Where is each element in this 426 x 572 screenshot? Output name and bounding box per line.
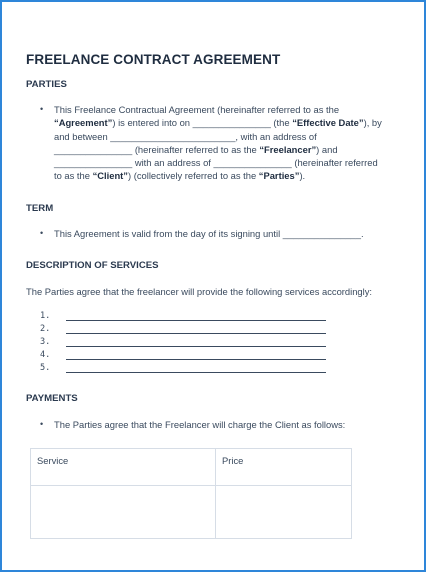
table-cell[interactable] bbox=[31, 485, 216, 538]
table-row bbox=[31, 485, 352, 538]
parties-text-5: ) (collectively referred to as the bbox=[128, 170, 259, 182]
freelancer-term: “Freelancer” bbox=[259, 143, 317, 155]
table-cell[interactable] bbox=[216, 485, 352, 538]
list-number: 2. bbox=[40, 324, 51, 335]
parties-text-3: ), by and between ________________________, with an address of _______________ (hereinafter referred to as the bbox=[54, 117, 382, 155]
blank-line bbox=[66, 364, 326, 373]
parties-text-2: ) is entered into on _______________ (the bbox=[112, 117, 293, 129]
agreement-term: “Agreement” bbox=[54, 117, 113, 129]
blank-line bbox=[66, 325, 326, 334]
term-heading: TERM bbox=[26, 202, 54, 214]
services-heading: DESCRIPTION OF SERVICES bbox=[26, 260, 159, 272]
parties-paragraph bbox=[26, 103, 382, 183]
blank-line bbox=[66, 312, 326, 321]
list-number: 1. bbox=[40, 311, 51, 322]
table-row bbox=[31, 448, 352, 485]
price-header: Price bbox=[216, 448, 352, 485]
payments-paragraph: • The Parties agree that the Freelancer will charge the Client as follows: bbox=[26, 418, 382, 431]
list-item bbox=[40, 362, 382, 375]
list-number: 4. bbox=[40, 350, 51, 361]
payments-heading: PAYMENTS bbox=[26, 393, 78, 405]
service-header: Service bbox=[31, 448, 216, 485]
contract-document bbox=[26, 38, 382, 539]
parties-text-6: ). bbox=[299, 170, 306, 182]
effective-date-term: “Effective Date” bbox=[292, 117, 364, 129]
parties-term: “Parties” bbox=[258, 170, 300, 182]
blank-line bbox=[66, 338, 326, 347]
list-item bbox=[40, 310, 382, 323]
document-title: FREELANCE CONTRACT AGREEMENT bbox=[26, 52, 281, 67]
blank-line bbox=[66, 351, 326, 360]
parties-text-1: This Freelance Contractual Agreement (hereinafter referred to as the bbox=[54, 104, 340, 115]
list-number: 3. bbox=[40, 337, 51, 348]
client-term: “Client” bbox=[92, 170, 128, 182]
parties-text-4: ) and _______________ with an address of _______________ (hereinafter referred to as the bbox=[54, 143, 378, 182]
list-item bbox=[40, 349, 382, 362]
list-item bbox=[40, 336, 382, 349]
payments-table bbox=[30, 448, 352, 539]
term-paragraph: • This Agreement is valid from the day of its signing until _______________. bbox=[26, 227, 382, 240]
services-intro: The Parties agree that the freelancer will provide the following services accordingly: bbox=[26, 286, 373, 298]
list-item bbox=[40, 323, 382, 336]
parties-heading: PARTIES bbox=[26, 79, 67, 90]
list-number: 5. bbox=[40, 363, 51, 374]
services-list bbox=[26, 310, 382, 375]
